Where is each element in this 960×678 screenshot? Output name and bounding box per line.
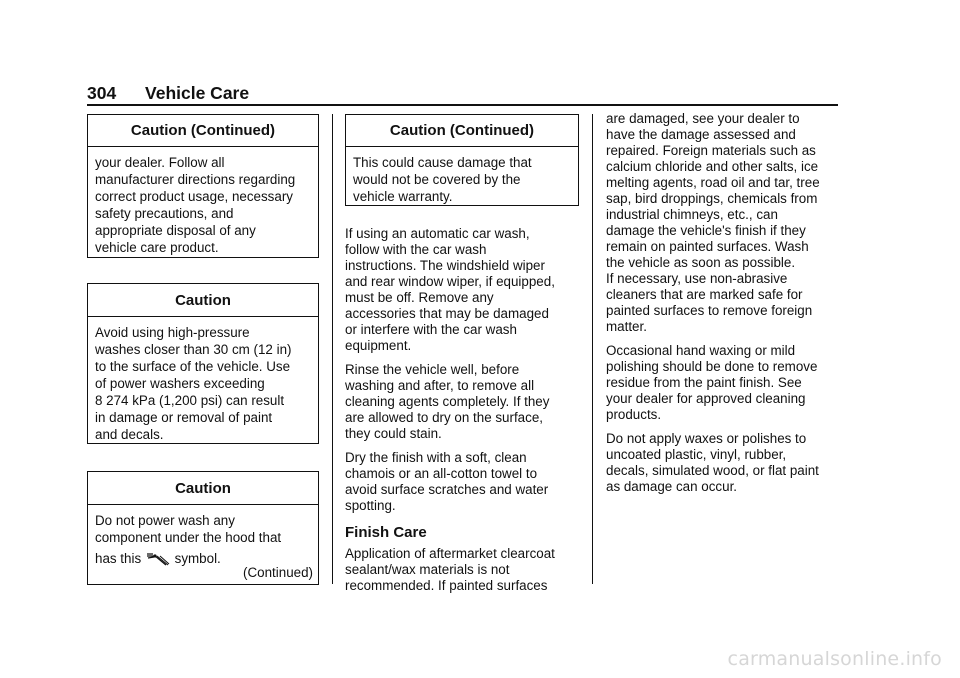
- text-line: have the damage assessed and: [606, 127, 796, 142]
- caution-body: [88, 505, 318, 570]
- text-line: Do not apply waxes or polishes to: [606, 431, 807, 446]
- text-line: If using an automatic car wash,: [345, 226, 530, 241]
- text-line: your dealer for approved cleaning: [606, 391, 806, 406]
- text-line: Avoid using high-pressure: [95, 325, 250, 340]
- caution-box-continued-2: [345, 114, 579, 206]
- text-line: appropriate disposal of any: [95, 223, 256, 238]
- text-line: are damaged, see your dealer to: [606, 111, 800, 126]
- text-line: sap, bird droppings, chemicals from: [606, 191, 818, 206]
- page-header: [87, 82, 838, 106]
- caution-box-continued: [87, 114, 319, 258]
- text-line: remain on painted surfaces. Wash: [606, 239, 809, 254]
- paragraph-car-wash: [345, 226, 585, 354]
- text-line: avoid surface scratches and water: [345, 482, 549, 497]
- text-line: repaired. Foreign materials such as: [606, 143, 816, 158]
- continued-label: (Continued): [243, 565, 313, 580]
- text-line: they could stain.: [345, 426, 442, 441]
- paragraph-rinse: [345, 362, 585, 442]
- caution-body: [346, 147, 578, 205]
- text-line: to the surface of the vehicle. Use: [95, 359, 291, 374]
- text-line: residue from the paint finish. See: [606, 375, 802, 390]
- section-title: Vehicle Care: [145, 83, 250, 103]
- paragraph-dry: [345, 450, 585, 514]
- text-line: your dealer. Follow all: [95, 155, 225, 170]
- text-line: must be off. Remove any: [345, 290, 494, 305]
- column-divider-1: [332, 114, 333, 584]
- text-line: of power washers exceeding: [95, 376, 265, 391]
- text-line: melting agents, road oil and tar, tree: [606, 175, 820, 190]
- text-line: instructions. The windshield wiper: [345, 258, 545, 273]
- paragraph-uncoated: [606, 431, 846, 495]
- text-line: spotting.: [345, 498, 396, 513]
- caution-title: Caution: [88, 284, 318, 317]
- text-line: 8 274 kPa (1,200 psi) can result: [95, 393, 285, 408]
- text-line: calcium chloride and other salts, ice: [606, 159, 819, 174]
- caution-body: [88, 147, 318, 256]
- text-line: industrial chimneys, etc., can: [606, 207, 778, 222]
- caution-title: Caution (Continued): [88, 115, 318, 147]
- page-number: 304: [87, 83, 117, 103]
- text-line: matter.: [606, 319, 647, 334]
- text-line: polishing should be done to remove: [606, 359, 818, 374]
- text-line: Occasional hand waxing or mild: [606, 343, 796, 358]
- caution-body: [88, 317, 318, 443]
- text-line: cleaning agents completely. If they: [345, 394, 550, 409]
- text-line: painted surfaces to remove foreign: [606, 303, 813, 318]
- hood-spray-icon: [146, 552, 170, 570]
- text-line: This could cause damage that: [353, 155, 532, 170]
- paragraph-damage: [606, 111, 846, 335]
- text-line: Do not power wash any: [95, 513, 235, 528]
- watermark: carmanualsonline.info: [727, 648, 942, 670]
- text-line: in damage or removal of paint: [95, 410, 273, 425]
- text-line: Dry the finish with a soft, clean: [345, 450, 527, 465]
- caution-title: Caution (Continued): [346, 115, 578, 147]
- text-line: correct product usage, necessary: [95, 189, 293, 204]
- text-line: safety precautions, and: [95, 206, 234, 221]
- text-line: or interfere with the car wash: [345, 322, 517, 337]
- text-line: If necessary, use non-abrasive: [606, 271, 788, 286]
- text-line: and decals.: [95, 427, 164, 442]
- text-fragment: symbol.: [174, 551, 221, 566]
- text-line: the vehicle as soon as possible.: [606, 255, 796, 270]
- caution-box-pressure-wash: [87, 283, 319, 444]
- section-heading-finish-care: Finish Care: [345, 524, 427, 541]
- text-line: component under the hood that: [95, 530, 282, 545]
- text-line: equipment.: [345, 338, 412, 353]
- text-line: recommended. If painted surfaces: [345, 578, 548, 593]
- paragraph-clearcoat: [345, 546, 585, 594]
- text-line: as damage can occur.: [606, 479, 738, 494]
- text-line: washes closer than 30 cm (12 in): [95, 342, 292, 357]
- text-line: vehicle care product.: [95, 240, 219, 255]
- text-line: uncoated plastic, vinyl, rubber,: [606, 447, 787, 462]
- text-line: accessories that may be damaged: [345, 306, 549, 321]
- text-line: sealant/wax materials is not: [345, 562, 510, 577]
- text-fragment: has this: [95, 551, 142, 566]
- text-line: chamois or an all-cotton towel to: [345, 466, 538, 481]
- text-line: manufacturer directions regarding: [95, 172, 296, 187]
- text-line: damage the vehicle's finish if they: [606, 223, 806, 238]
- text-line: vehicle warranty.: [353, 189, 453, 204]
- paragraph-waxing: [606, 343, 846, 423]
- caution-title: Caution: [88, 472, 318, 505]
- text-line: Rinse the vehicle well, before: [345, 362, 520, 377]
- text-line: decals, simulated wood, or flat paint: [606, 463, 819, 478]
- text-line: follow with the car wash: [345, 242, 487, 257]
- text-line: and rear window wiper, if equipped,: [345, 274, 555, 289]
- text-line: Application of aftermarket clearcoat: [345, 546, 555, 561]
- text-line: are allowed to dry on the surface,: [345, 410, 543, 425]
- column-2-text: [345, 226, 585, 602]
- column-3-text: [606, 111, 846, 503]
- text-line: would not be covered by the: [353, 172, 521, 187]
- text-line: cleaners that are marked safe for: [606, 287, 803, 302]
- text-line: products.: [606, 407, 662, 422]
- text-line: washing and after, to remove all: [345, 378, 535, 393]
- caution-box-hood: [87, 471, 319, 585]
- column-divider-2: [592, 114, 593, 584]
